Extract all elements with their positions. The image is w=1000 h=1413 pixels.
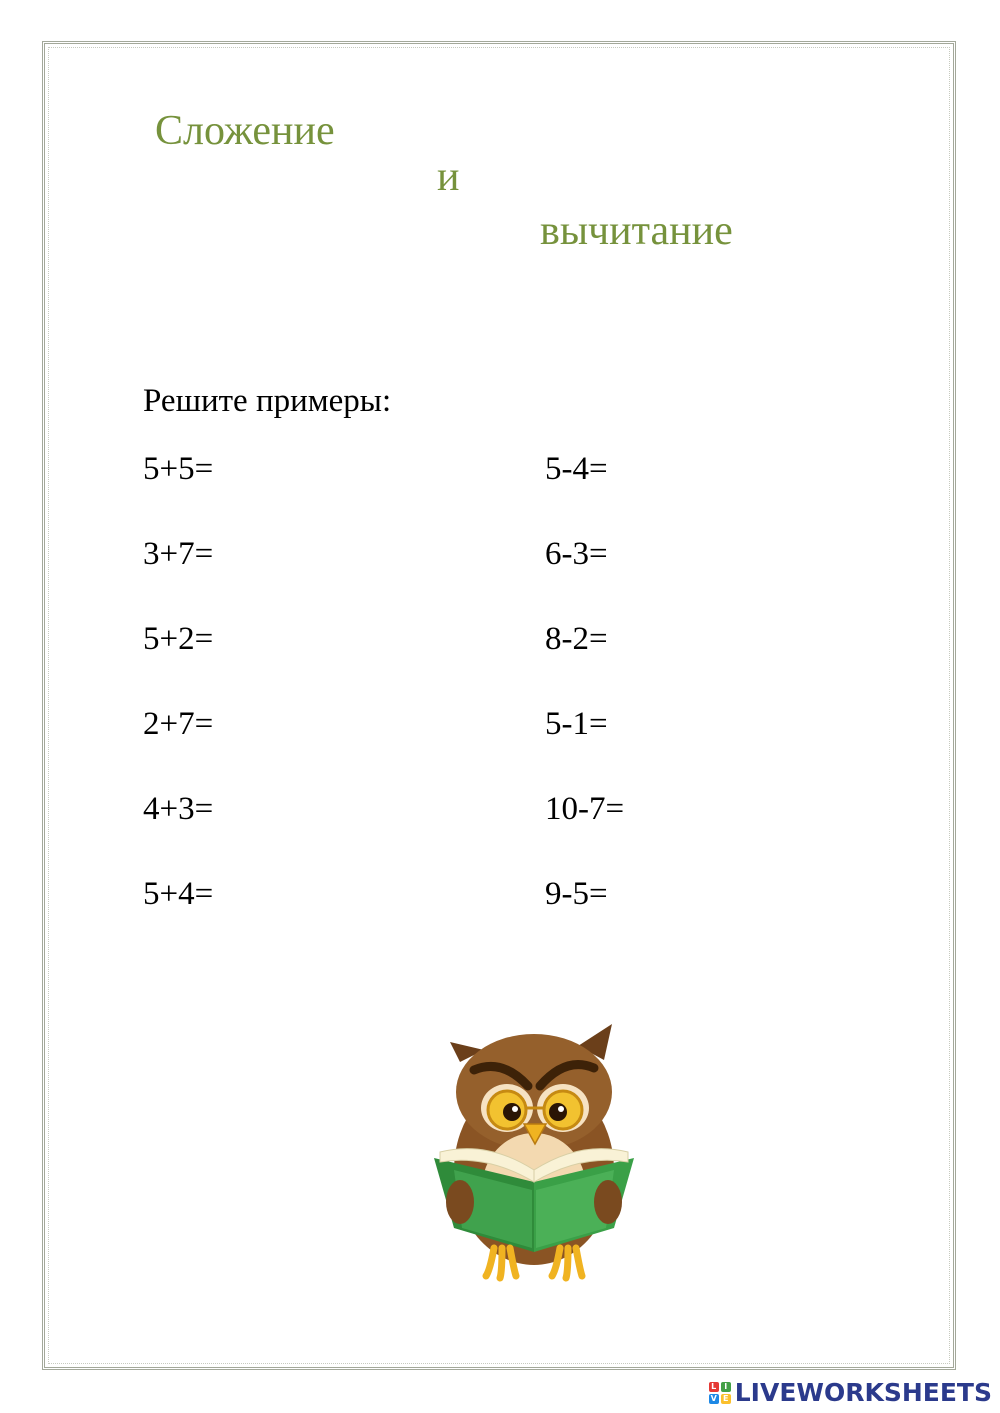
title-line-2: и bbox=[437, 154, 460, 200]
logo-letter-i: I bbox=[721, 1382, 731, 1392]
problem-addition-3: 5+2= bbox=[143, 621, 214, 657]
problem-subtraction-5: 10-7= bbox=[545, 791, 625, 827]
title-line-1: Сложение bbox=[155, 108, 335, 154]
problem-subtraction-3: 8-2= bbox=[545, 621, 608, 657]
liveworksheets-brand-text: LIVEWORKSHEETS bbox=[734, 1378, 992, 1407]
title-line-3: вычитание bbox=[540, 208, 733, 254]
problem-subtraction-4: 5-1= bbox=[545, 706, 608, 742]
problem-addition-1: 5+5= bbox=[143, 451, 214, 487]
liveworksheets-logo-icon bbox=[709, 1382, 731, 1404]
problem-addition-5: 4+3= bbox=[143, 791, 214, 827]
logo-letter-l: L bbox=[709, 1382, 719, 1392]
problem-subtraction-2: 6-3= bbox=[545, 536, 608, 572]
problem-subtraction-1: 5-4= bbox=[545, 451, 608, 487]
owl-reading-book-icon bbox=[432, 1020, 637, 1282]
addition-column bbox=[143, 450, 213, 960]
problem-addition-2: 3+7= bbox=[143, 536, 214, 572]
logo-letter-v: V bbox=[710, 1394, 717, 1403]
logo-letter-e: E bbox=[721, 1394, 731, 1404]
instructions-text: Решите примеры: bbox=[143, 383, 392, 419]
problem-addition-6: 5+4= bbox=[143, 876, 214, 912]
liveworksheets-branding bbox=[709, 1378, 992, 1407]
problem-subtraction-6: 9-5= bbox=[545, 876, 608, 912]
subtraction-column bbox=[545, 450, 624, 960]
problem-addition-4: 2+7= bbox=[143, 706, 214, 742]
